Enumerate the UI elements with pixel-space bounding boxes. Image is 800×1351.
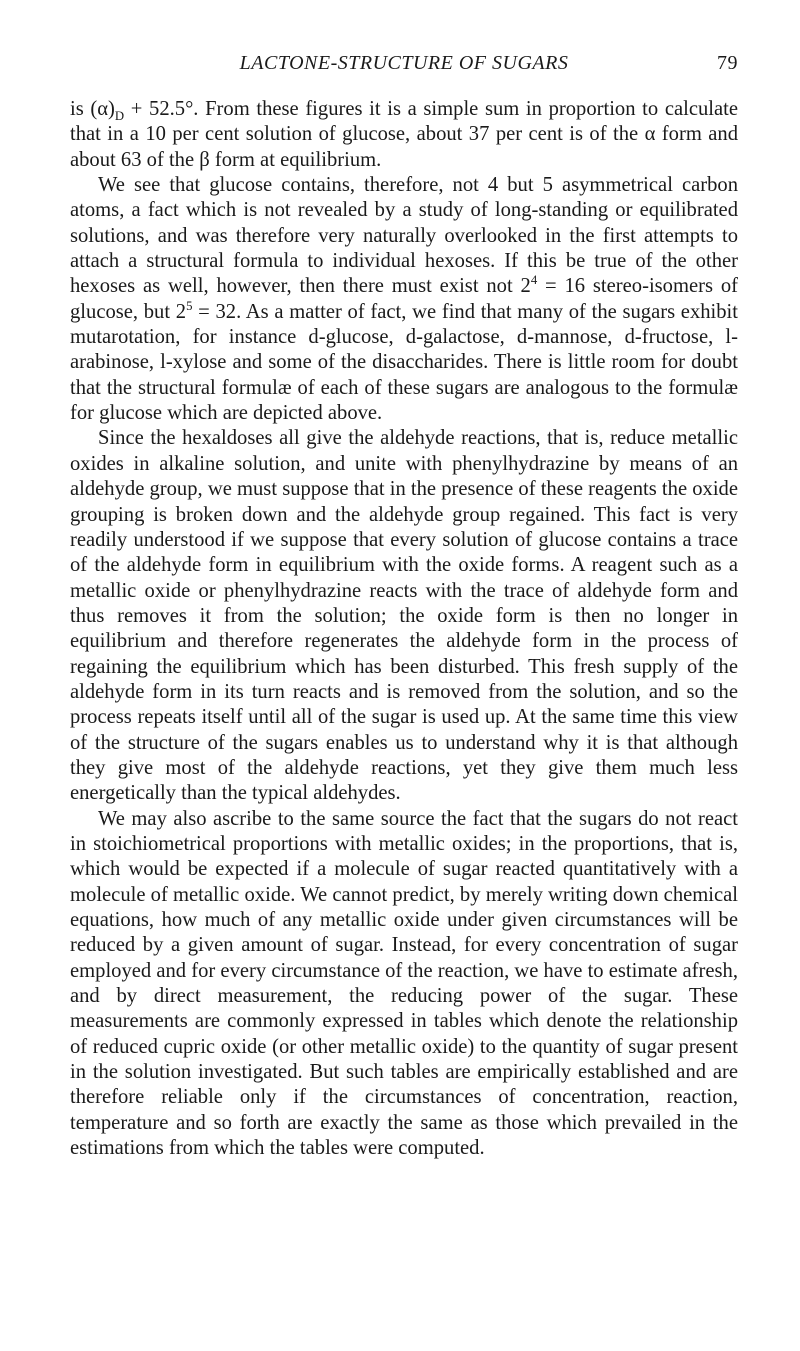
running-title: LACTONE-STRUCTURE OF SUGARS — [239, 52, 569, 74]
paragraph-3: Since the hexaldoses all give the aldehyde reactions, that is, reduce metallic oxides in alkaline solution, and unite with phenylhydrazine by means of an aldehyde group, we must suppose that in the presence of these reagents the oxide grouping is broken down and the aldehyde group regained. This fact is very readily understood if we suppose that every solution of glucose contains a trace of the aldehyde form in equilibrium with the oxide forms. A reagent such as a metallic oxide or phenylhydrazine reacts with the trace of aldehyde form and thus removes it from the solution; the oxide form is then no longer in equilibrium and therefore regenerates the aldehyde form in the process of regaining the equilibrium which has been disturbed. This fresh supply of the aldehyde form in its turn reacts and is removed from the solution, and so the process repeats itself until all of the sugar is used up. At the same time this view of the structure of the sugars enables us to understand why it is that although they give most of the aldehyde reactions, yet they give them much less energetically than the typical aldehydes. — [70, 427, 738, 805]
paragraph-2 — [70, 173, 738, 426]
running-header — [70, 52, 738, 82]
paragraph-1-text-b: + 52.5°. From these figures it is a simple sum in proportion to calculate that in a 10 per cent solution of glucose, about 37 per cent is of the α form and about 63 of the β form at equilibrium. — [70, 98, 738, 171]
paragraph-2-text-b: = 16 stereo-isomers of glucose, but 2 — [70, 275, 738, 323]
paragraph-2-text-c: = 32. As a matter of fact, we find that many of the sugars exhibit mutarotation, for instance d-glucose, d-galactose, d-mannose, d-fructose, l-arabinose, l-xylose and some of the disaccharides. There is little room for doubt that the structural formulæ of each of these sugars are analogous to the formulæ for glucose which are depicted above. — [70, 300, 738, 425]
paragraph-1 — [70, 97, 738, 173]
paragraph-2-text-a: We see that glucose contains, therefore, not 4 but 5 asymmetrical carbon atoms, a fact which is not revealed by a study of long-standing or equilibrated solutions, and was therefore very naturally overlooked in the first attempts to attach a structural formula to individual hexoses. If this be true of the other hexoses as well, however, then there must exist not 2 — [70, 174, 738, 298]
exponent-5: 5 — [186, 298, 193, 313]
paragraph-1-text-a: is (α) — [70, 98, 115, 120]
paragraph-4: We may also ascribe to the same source the fact that the sugars do not react in stoichiometrical proportions with metallic oxides; in the proportions, that is, which would be expected if a molecule of sugar reacted quantitatively with a molecule of metallic oxide. We cannot predict, by merely writing down chemical equations, how much of any metallic oxide under given circumstances will be reduced by a given amount of sugar. Instead, for every concentration of sugar employed and for every circumstance of the reaction, we have to estimate afresh, and by direct measurement, the reducing power of the sugar. These measurements are commonly expressed in tables which denote the relationship of reduced cupric oxide (or other metallic oxide) to the quantity of sugar present in the solution investigated. But such tables are empirically established and are therefore reliable only if the circumstances of concentration, reaction, temperature and so forth are exactly the same as those which prevailed in the estimations from which the tables were computed. — [70, 807, 738, 1160]
rotation-subscript: D — [114, 109, 125, 124]
exponent-4: 4 — [530, 273, 538, 288]
body-text — [70, 97, 738, 1161]
page-number: 79 — [717, 52, 738, 74]
